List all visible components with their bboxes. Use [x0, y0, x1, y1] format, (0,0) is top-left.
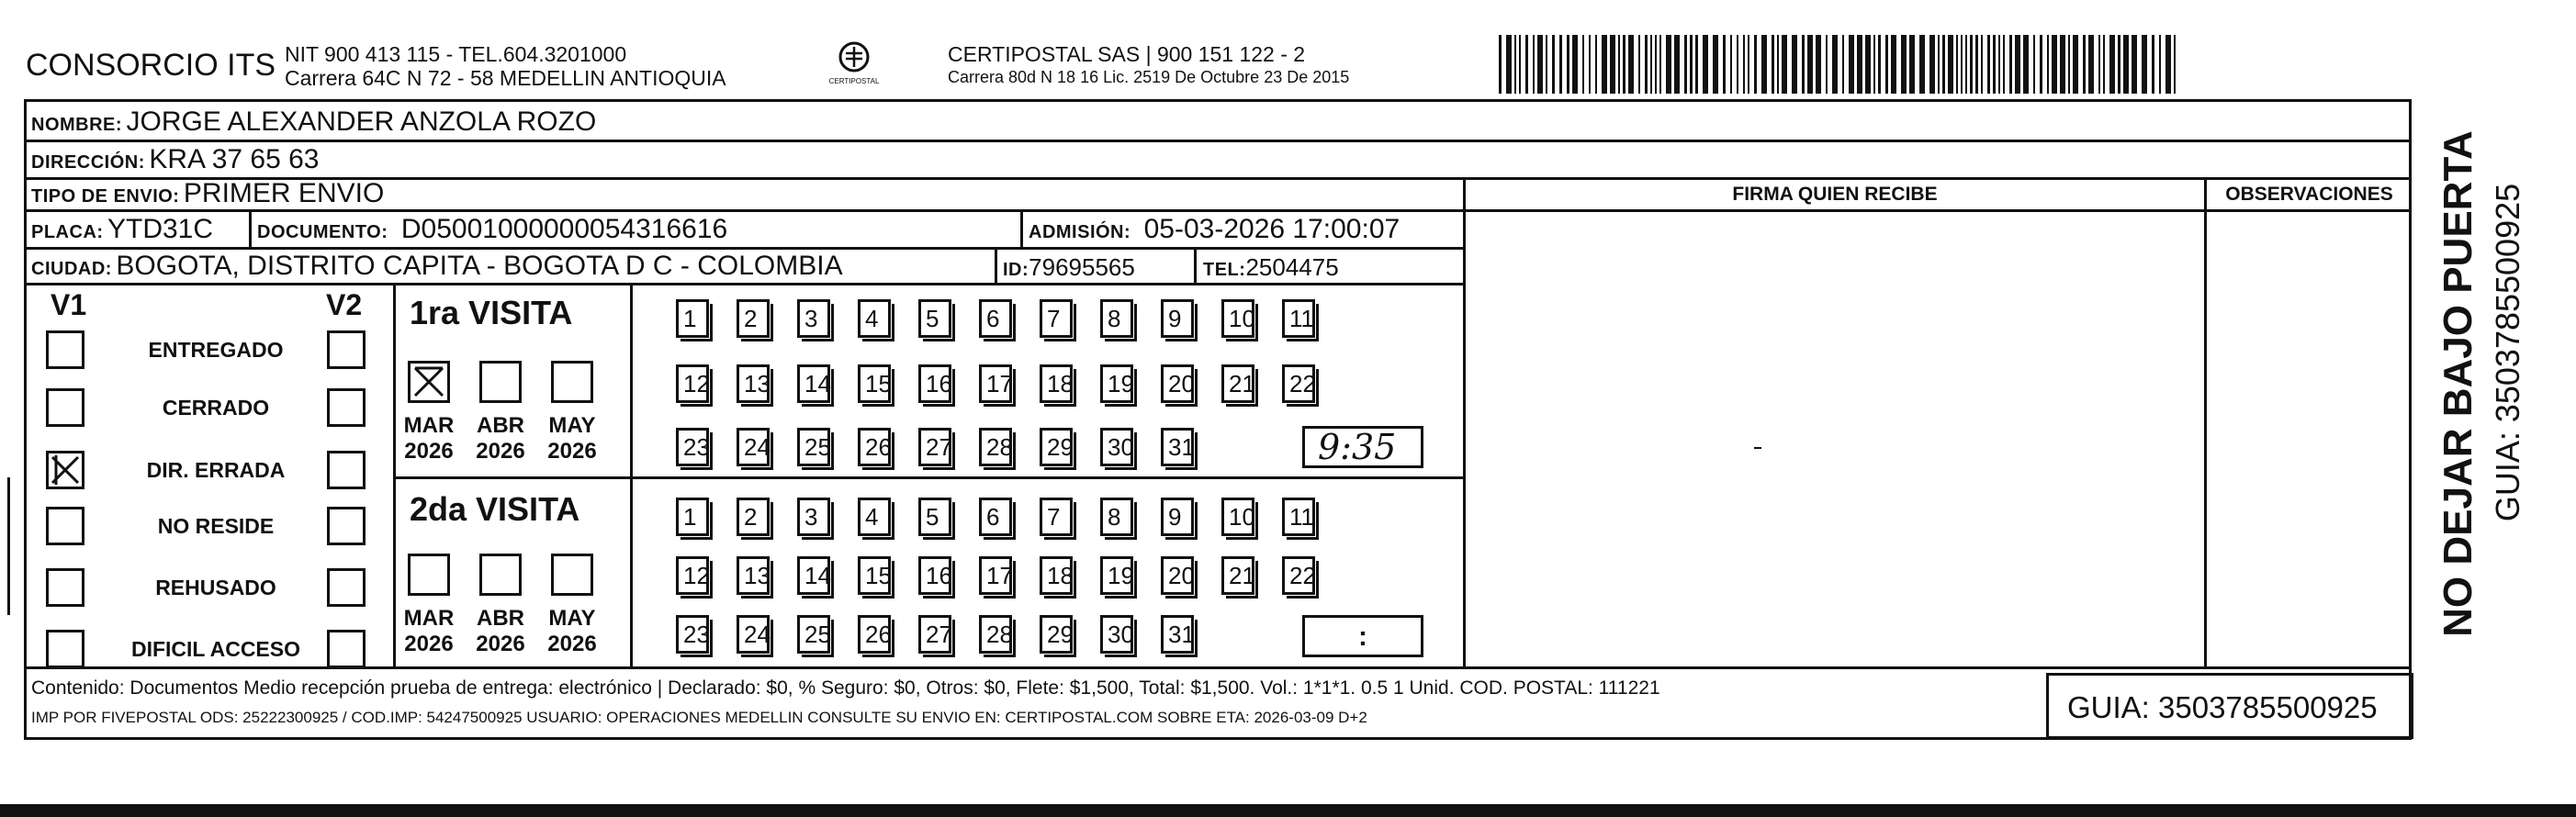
tel-cell [1203, 253, 1339, 282]
address-row [31, 144, 320, 175]
second-visit-day[interactable]: 23 [676, 615, 709, 654]
barcode-bar [2060, 35, 2065, 94]
month-year: 2026 [404, 632, 454, 656]
second-visit-day[interactable]: 7 [1040, 498, 1073, 536]
v1-checkbox[interactable] [46, 568, 84, 607]
barcode-bar [1807, 35, 1813, 94]
barcode-bar [1655, 35, 1657, 94]
barcode-bar [1537, 35, 1543, 94]
recipient-address: KRA 37 65 63 [149, 144, 320, 174]
first-visit-day[interactable]: 16 [918, 364, 951, 403]
first-visit-day[interactable]: 30 [1100, 428, 1133, 466]
second-visit-day[interactable]: 17 [979, 556, 1012, 595]
barcode-bar [1802, 35, 1805, 94]
barcode-bar [1525, 35, 1528, 94]
imp-line: IMP POR FIVEPOSTAL ODS: 25222300925 / COD.IMP: 54247500925 USUARIO: OPERACIONES MEDELLIN CONSULTE SU ENVIO EN: CERTIPOSTAL.COM SOBRE ETA: 2026-03-09 D+2 [31, 709, 1367, 726]
first-visit-day[interactable]: 4 [858, 299, 891, 338]
barcode-bar [1533, 35, 1535, 94]
second-visit-day[interactable]: 10 [1221, 498, 1254, 536]
month-name: MAY [548, 606, 596, 631]
barcode-bar [1589, 35, 1591, 94]
row-divider [24, 666, 2412, 669]
barcode-bar [1730, 35, 1732, 94]
second-visit-day[interactable]: 26 [858, 615, 891, 654]
barcode-bar [1938, 35, 1940, 94]
second-visit-day[interactable]: 28 [979, 615, 1012, 654]
barcode-bar [1659, 35, 1661, 94]
barcode-bar [2073, 35, 2078, 94]
month-checkbox[interactable] [551, 361, 593, 403]
barcode-bar [1956, 35, 1958, 94]
observations-header: OBSERVACIONES [2225, 184, 2393, 205]
send-type-label: TIPO DE ENVIO: [31, 186, 180, 207]
barcode-bar [1499, 35, 1502, 94]
barcode-bar [1842, 35, 1844, 94]
first-visit-day[interactable]: 29 [1040, 428, 1073, 466]
guia-number: GUIA: 3503785500925 [2067, 690, 2378, 724]
document-cell [257, 214, 727, 245]
second-visit-time-box[interactable] [1302, 615, 1423, 657]
certipostal-logo [827, 39, 882, 97]
barcode-bar [1970, 35, 1973, 94]
admission-date: 05-03-2026 17:00:07 [1143, 214, 1400, 244]
barcode-bar [1552, 35, 1555, 94]
barcode-bar [1618, 35, 1620, 94]
barcode-bar [1690, 35, 1693, 94]
month-year: 2026 [547, 439, 597, 464]
x-mark-icon [411, 364, 447, 400]
first-visit-day[interactable]: 5 [918, 299, 951, 338]
barcode-bar [1961, 35, 1963, 94]
second-visit-day[interactable]: 21 [1221, 556, 1254, 595]
first-visit-time: 9:35 [1318, 427, 1397, 467]
first-visit-day[interactable]: 31 [1161, 428, 1194, 466]
first-visit-day[interactable]: 11 [1282, 299, 1315, 338]
barcode-bar [1572, 35, 1578, 94]
barcode-bar [2109, 35, 2115, 94]
barcode-bar [1638, 35, 1640, 94]
first-visit-day[interactable]: 9 [1161, 299, 1194, 338]
visit-divider [393, 283, 396, 668]
barcode [1499, 35, 2186, 94]
second-visit-day[interactable]: 9 [1161, 498, 1194, 536]
month-checkbox[interactable] [408, 361, 450, 403]
v2-header: V2 [326, 288, 363, 321]
col-divider [995, 247, 997, 285]
barcode-bar [1546, 35, 1547, 94]
second-visit-day[interactable]: 22 [1282, 556, 1315, 595]
first-visit-day[interactable]: 2 [737, 299, 770, 338]
second-visit-day[interactable]: 4 [858, 498, 891, 536]
first-visit-day[interactable]: 24 [737, 428, 770, 466]
barcode-bar [2047, 35, 2049, 94]
plate-label: PLACA: [31, 222, 104, 242]
month-name: ABR [477, 606, 524, 631]
month-year: 2026 [404, 439, 454, 464]
visit-divider [630, 283, 633, 668]
barcode-bar [1743, 35, 1745, 94]
send-type: PRIMER ENVIO [183, 178, 385, 208]
col-divider [1194, 247, 1197, 285]
barcode-bar [2165, 35, 2171, 94]
month-label [475, 606, 526, 657]
second-visit-day[interactable]: 2 [737, 498, 770, 536]
month-year: 2026 [476, 439, 525, 464]
barcode-bar [1737, 35, 1738, 94]
barcode-bar [2023, 35, 2029, 94]
barcode-bar [1965, 35, 1967, 94]
second-visit-day[interactable]: 14 [797, 556, 830, 595]
first-visit-day[interactable]: 23 [676, 428, 709, 466]
barcode-bar [1919, 35, 1925, 94]
guia-box [2046, 673, 2413, 739]
barcode-bar [1975, 35, 1978, 94]
barcode-bar [1792, 35, 1797, 94]
certipostal-logo-icon [827, 39, 882, 97]
first-visit-day[interactable]: 14 [797, 364, 830, 403]
first-visit-day[interactable]: 8 [1100, 299, 1133, 338]
first-visit-time-box[interactable] [1302, 426, 1423, 468]
first-visit-day[interactable]: 27 [918, 428, 951, 466]
barcode-bar [2118, 35, 2120, 94]
barcode-bar [2009, 35, 2012, 94]
first-visit-day[interactable]: 6 [979, 299, 1012, 338]
barcode-bar [1723, 35, 1726, 94]
first-visit-day[interactable]: 12 [676, 364, 709, 403]
recipient-name: JORGE ALEXANDER ANZOLA ROZO [126, 106, 597, 137]
month-label [546, 606, 598, 657]
month-checkbox[interactable] [551, 554, 593, 596]
v1-checkbox[interactable] [46, 330, 84, 369]
barcode-bar [1506, 35, 1512, 94]
second-visit-day[interactable]: 8 [1100, 498, 1133, 536]
second-visit-day[interactable]: 24 [737, 615, 770, 654]
document-number: D05001000000054316616 [400, 214, 728, 244]
second-visit-day[interactable]: 1 [676, 498, 709, 536]
barcode-bar [1674, 35, 1680, 94]
month-checkbox[interactable] [408, 554, 450, 596]
city: BOGOTA, DISTRITO CAPITA - BOGOTA D C - COLOMBIA [116, 251, 843, 281]
status-label: DIR. ERRADA [146, 458, 286, 482]
id-cell [1003, 253, 1135, 282]
barcode-bar [1878, 35, 1881, 94]
address-label: DIRECCIÓN: [31, 152, 145, 173]
barcode-bar [1782, 35, 1787, 94]
v2-checkbox[interactable] [327, 507, 366, 545]
visit-divider [393, 476, 1463, 479]
v1-checkbox[interactable] [46, 630, 84, 668]
city-cell [31, 251, 843, 282]
barcode-bar [1909, 35, 1915, 94]
barcode-bar [1567, 35, 1569, 94]
v1-checkbox[interactable] [46, 388, 84, 427]
month-year: 2026 [476, 632, 525, 656]
first-visit-day[interactable]: 3 [797, 299, 830, 338]
barcode-bar [1891, 35, 1896, 94]
barcode-bar [1650, 35, 1652, 94]
barcode-bar [1514, 35, 1516, 94]
second-visit-day[interactable]: 12 [676, 556, 709, 595]
status-label: REHUSADO [155, 576, 276, 599]
second-visit-day[interactable]: 18 [1040, 556, 1073, 595]
document-label: DOCUMENTO: [257, 222, 388, 242]
barcode-bar [1929, 35, 1935, 94]
second-visit-day[interactable]: 20 [1161, 556, 1194, 595]
first-visit-day[interactable]: 13 [737, 364, 770, 403]
v2-checkbox[interactable] [327, 330, 366, 369]
month-name: MAY [548, 413, 596, 438]
company-line1: NIT 900 413 115 - TEL.604.3201000 [285, 42, 627, 66]
barcode-bar [1623, 35, 1625, 94]
first-visit-title: 1ra VISITA [410, 294, 573, 331]
no-dejar-bajo-puerta: NO DEJAR BAJO PUERTA [2435, 130, 2480, 637]
second-visit-day[interactable]: 19 [1100, 556, 1133, 595]
barcode-bar [2142, 35, 2147, 94]
signature-col-left [1463, 177, 1466, 668]
first-visit-day[interactable]: 18 [1040, 364, 1073, 403]
logo-caption: CERTIPOSTAL [828, 77, 880, 85]
second-visit-title: 2da VISITA [410, 490, 580, 528]
first-visit-day[interactable]: 15 [858, 364, 891, 403]
row-divider [24, 140, 2412, 142]
second-visit-day[interactable]: 3 [797, 498, 830, 536]
admission-cell [1029, 214, 1400, 245]
barcode-bar [1901, 35, 1907, 94]
v2-checkbox[interactable] [327, 630, 366, 668]
first-visit-day[interactable]: 17 [979, 364, 1012, 403]
first-visit-day[interactable]: 7 [1040, 299, 1073, 338]
barcode-bar [1981, 35, 1983, 94]
barcode-bar [2083, 35, 2086, 94]
first-visit-day[interactable]: 28 [979, 428, 1012, 466]
barcode-bar [2033, 35, 2035, 94]
signature-header: FIRMA QUIEN RECIBE [1732, 184, 1938, 205]
barcode-bar [1602, 35, 1607, 94]
barcode-bar [1777, 35, 1779, 94]
plate: YTD31C [107, 214, 214, 244]
status-label: CERRADO [162, 396, 270, 420]
name-row [31, 106, 596, 138]
col-divider [249, 209, 252, 250]
barcode-bar [2088, 35, 2094, 94]
status-label: NO RESIDE [157, 514, 275, 538]
barcode-bar [1832, 35, 1838, 94]
barcode-bar [1748, 35, 1749, 94]
barcode-bar [1559, 35, 1562, 94]
first-visit-day[interactable]: 25 [797, 428, 830, 466]
month-name: MAR [403, 606, 455, 631]
first-visit-day[interactable]: 22 [1282, 364, 1315, 403]
barcode-bar [1993, 35, 1996, 94]
second-visit-day[interactable]: 5 [918, 498, 951, 536]
barcode-bar [1942, 35, 1945, 94]
content-line: Contenido: Documentos Medio recepción prueba de entrega: electrónico | Declarado: $0, % Seguro: $0, Otros: $0, Flete: $1,500, Total: $1,500. Vol.: 1*1*1. 0.5 1 Unid. COD. POSTAL: 111221 [31, 677, 1660, 699]
city-label: CIUDAD: [31, 259, 112, 279]
barcode-bar [2123, 35, 2129, 94]
barcode-bar [2103, 35, 2105, 94]
status-label: ENTREGADO [148, 338, 284, 362]
barcode-bar [1998, 35, 2000, 94]
first-visit-day[interactable]: 10 [1221, 299, 1254, 338]
month-year: 2026 [547, 632, 597, 656]
barcode-bar [1610, 35, 1615, 94]
barcode-bar [1754, 35, 1757, 94]
id-label: ID: [1003, 260, 1029, 280]
first-visit-day[interactable]: 21 [1221, 364, 1254, 403]
barcode-bar [2159, 35, 2161, 94]
month-name: ABR [477, 413, 524, 438]
barcode-bar [1595, 35, 1597, 94]
v2-checkbox[interactable] [327, 388, 366, 427]
barcode-bar [2003, 35, 2005, 94]
barcode-bar [1703, 35, 1708, 94]
first-visit-day[interactable]: 26 [858, 428, 891, 466]
barcode-bar [1987, 35, 1990, 94]
barcode-bar [1684, 35, 1687, 94]
second-visit-day[interactable]: 30 [1100, 615, 1133, 654]
barcode-bar [2174, 35, 2176, 94]
v2-checkbox[interactable] [327, 451, 366, 489]
row-divider [24, 209, 2412, 212]
barcode-bar [2152, 35, 2154, 94]
second-visit-day[interactable]: 16 [918, 556, 951, 595]
company-name: CONSORCIO ITS [26, 48, 276, 83]
second-visit-day[interactable]: 31 [1161, 615, 1194, 654]
barcode-bar [1772, 35, 1774, 94]
tel-label: TEL: [1203, 260, 1246, 280]
barcode-bar [2040, 35, 2042, 94]
barcode-bar [1695, 35, 1698, 94]
send-type-row [31, 178, 384, 209]
second-visit-time: : [1358, 621, 1367, 652]
barcode-bar [1865, 35, 1871, 94]
barcode-bar [1713, 35, 1718, 94]
second-visit-day[interactable]: 15 [858, 556, 891, 595]
v1-checkbox[interactable] [46, 451, 84, 489]
id-value: 79695565 [1029, 253, 1135, 281]
second-visit-day[interactable]: 13 [737, 556, 770, 595]
col-divider [1020, 209, 1023, 250]
name-label: NOMBRE: [31, 115, 123, 135]
month-checkbox[interactable] [479, 361, 522, 403]
barcode-bar [1761, 35, 1767, 94]
month-checkbox[interactable] [479, 554, 522, 596]
admission-label: ADMISIÓN: [1029, 222, 1131, 242]
bottom-rule [0, 804, 2576, 817]
barcode-bar [1645, 35, 1648, 94]
barcode-bar [2015, 35, 2020, 94]
tel-value: 2504475 [1245, 253, 1339, 281]
barcode-bar [1885, 35, 1888, 94]
barcode-bar [1873, 35, 1875, 94]
courier-line1: CERTIPOSTAL SAS | 900 151 122 - 2 [948, 42, 1306, 66]
barcode-bar [1816, 35, 1821, 94]
barcode-bar [1666, 35, 1671, 94]
company-line2: Carrera 64C N 72 - 58 MEDELLIN ANTIOQUIA [285, 66, 726, 90]
signature-mark [1754, 447, 1761, 449]
second-visit-day[interactable]: 11 [1282, 498, 1315, 536]
month-label [546, 413, 598, 464]
barcode-bar [1628, 35, 1634, 94]
v2-checkbox[interactable] [327, 568, 366, 607]
observations-col-left [2204, 177, 2207, 668]
month-label [475, 413, 526, 464]
month-name: MAR [403, 413, 455, 438]
barcode-bar [1519, 35, 1521, 94]
first-visit-day[interactable]: 20 [1161, 364, 1194, 403]
second-visit-day[interactable]: 25 [797, 615, 830, 654]
x-mark-icon [49, 453, 82, 487]
courier-line2: Carrera 80d N 18 16 Lic. 2519 De Octubre 23 De 2015 [948, 68, 1350, 86]
first-visit-day[interactable]: 1 [676, 299, 709, 338]
barcode-bar [2098, 35, 2100, 94]
month-label [403, 606, 455, 657]
barcode-bar [2132, 35, 2137, 94]
status-label: DIFICIL ACCESO [130, 637, 300, 661]
row-divider [24, 283, 1466, 285]
month-label [403, 413, 455, 464]
barcode-bar [2052, 35, 2057, 94]
barcode-bar [2068, 35, 2070, 94]
barcode-bar [1826, 35, 1828, 94]
barcode-bar [1857, 35, 1862, 94]
barcode-bar [1948, 35, 1953, 94]
v1-header: V1 [51, 288, 87, 321]
second-visit-day[interactable]: 6 [979, 498, 1012, 536]
barcode-bar [1849, 35, 1854, 94]
second-visit-day[interactable]: 29 [1040, 615, 1073, 654]
row-divider [24, 247, 1466, 250]
first-visit-day[interactable]: 19 [1100, 364, 1133, 403]
barcode-bar [1582, 35, 1584, 94]
left-edge-mark [7, 477, 10, 615]
second-visit-day[interactable]: 27 [918, 615, 951, 654]
v1-checkbox[interactable] [46, 507, 84, 545]
side-guia: GUIA: 3503785500925 [2489, 183, 2526, 522]
plate-cell [31, 214, 213, 245]
